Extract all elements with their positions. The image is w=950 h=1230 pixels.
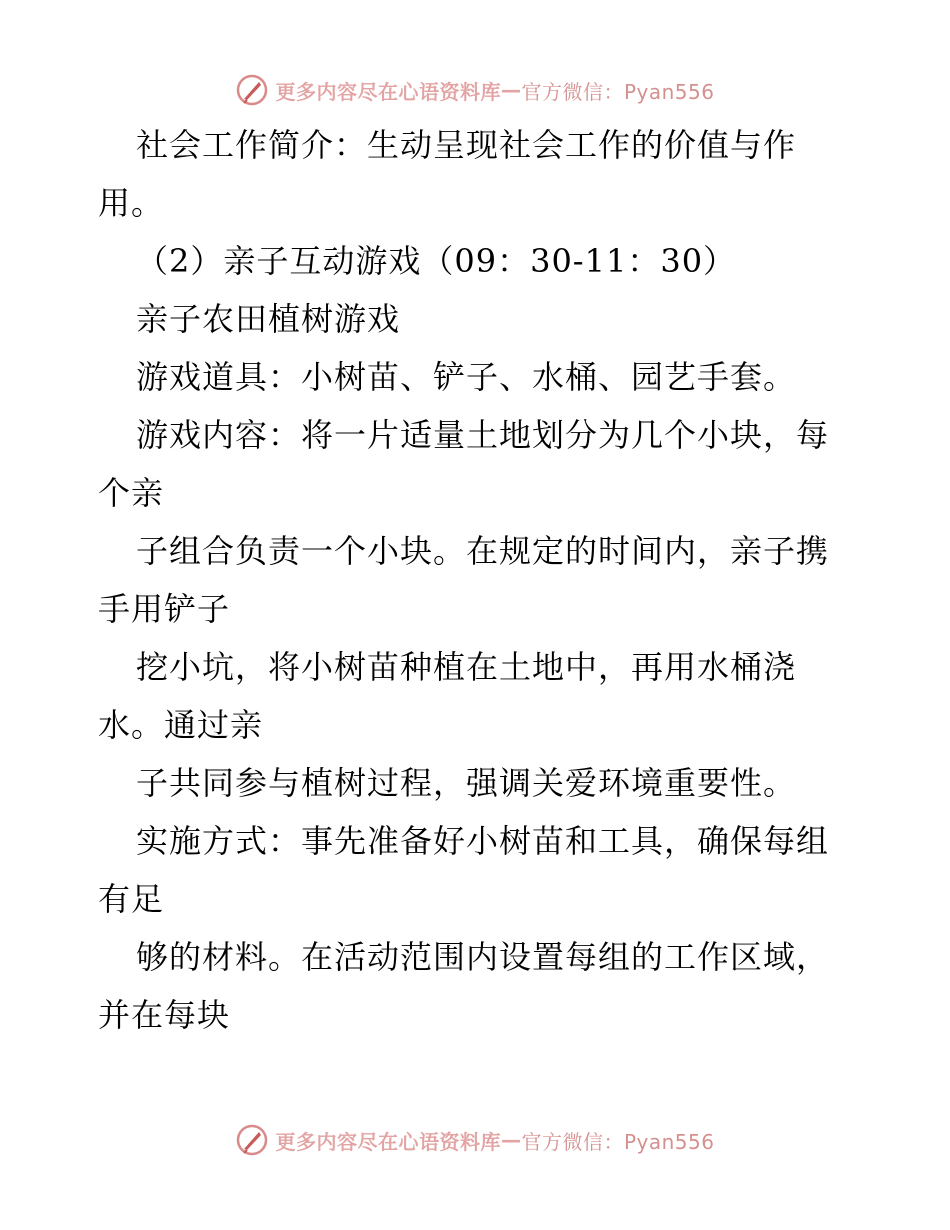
footer-watermark [0,1120,950,1160]
header-watermark [0,70,950,110]
body-line: （2）亲子互动游戏（09：30-11：30） [136,242,737,280]
feather-pen-logo-icon [235,73,269,107]
watermark-separator: — [500,1128,522,1152]
body-line: 挖小坑，将小树苗种植在土地中，再用水桶浇 [136,648,797,686]
body-line: 并在每块 [98,996,231,1034]
body-line: 手用铲子 [98,590,231,628]
body-line: 子组合负责一个小块。在规定的时间内，亲子携 [136,532,830,570]
body-line: 水。通过亲 [98,706,264,744]
body-line: 够的材料。在活动范围内设置每组的工作区域， [136,938,830,976]
body-line: 用。 [98,184,165,222]
body-line: 有足 [98,880,165,918]
watermark-site-text: 更多内容尽在心语资料库 [275,1129,501,1154]
body-line: 游戏道具：小树苗、铲子、水桶、园艺手套。 [136,358,797,396]
body-line: 社会工作简介：生动呈现社会工作的价值与作 [136,126,797,164]
watermark-separator: — [500,78,522,102]
feather-pen-logo-icon [235,1123,269,1157]
body-line: 个亲 [98,474,165,512]
watermark-site-text: 更多内容尽在心语资料库 [275,79,501,104]
watermark-wechat-text: 官方微信：Pyan556 [521,1129,715,1154]
body-line: 实施方式：事先准备好小树苗和工具，确保每组 [136,822,830,860]
watermark-wechat-text: 官方微信：Pyan556 [521,79,715,104]
body-line: 亲子农田植树游戏 [136,300,401,338]
body-line: 子共同参与植树过程，强调关爱环境重要性。 [136,764,797,802]
body-line: 游戏内容：将一片适量土地划分为几个小块，每 [136,416,830,454]
